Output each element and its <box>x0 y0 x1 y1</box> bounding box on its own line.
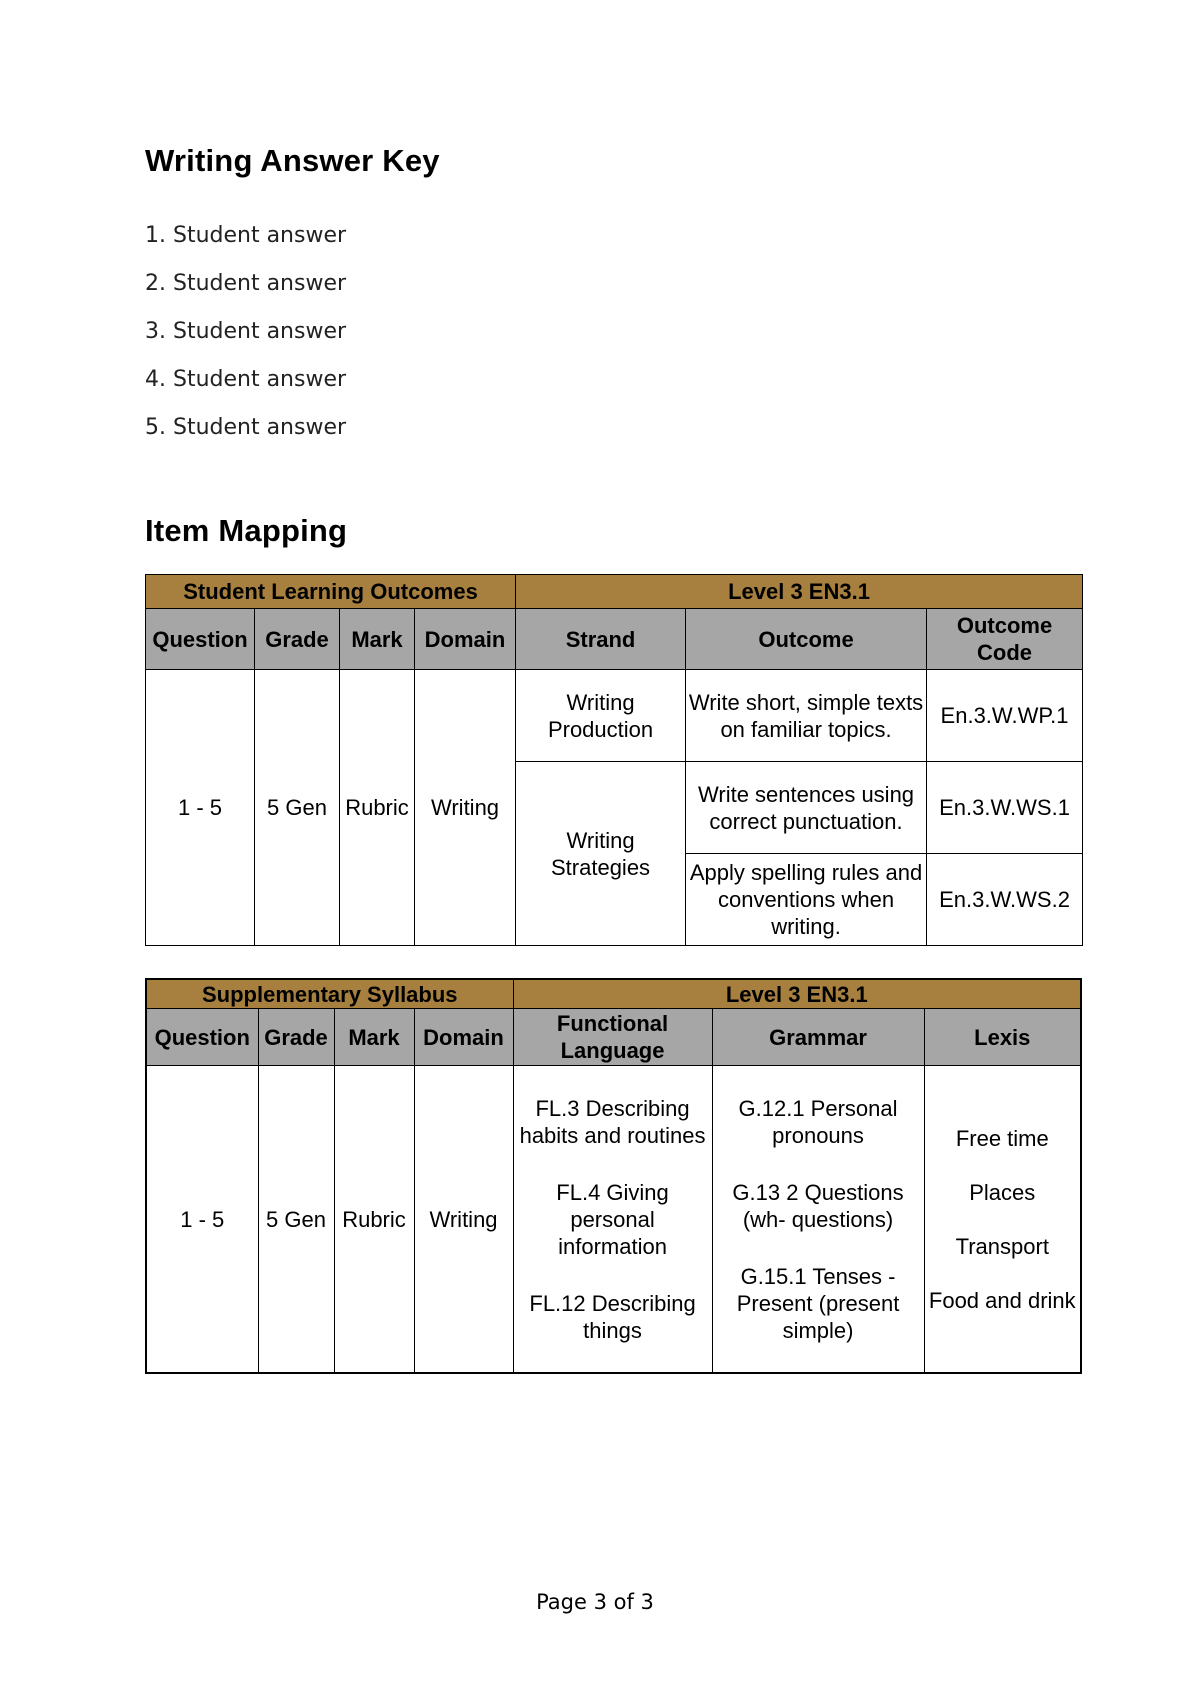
answer-list <box>145 222 346 462</box>
col-header-functional-language: Functional Language <box>513 1009 712 1066</box>
grade-cell: 5 Gen <box>258 1066 334 1374</box>
question-cell: 1 - 5 <box>146 1066 258 1374</box>
lexis-item: Free time <box>955 1125 1049 1151</box>
outcome-code-cell: En.3.W.WS.2 <box>927 854 1083 946</box>
page-number: Page 3 of 3 <box>536 1590 654 1614</box>
grammar-item: G.12.1 Personal pronouns <box>738 1095 898 1148</box>
lexis-item: Places <box>969 1179 1036 1205</box>
item-mapping-title: Item Mapping <box>145 513 348 548</box>
outcome-cell: Apply spelling rules and conventions when writing. <box>686 854 927 946</box>
grade-cell: 5 Gen <box>255 670 340 946</box>
domain-cell: Writing <box>414 1066 513 1374</box>
col-header-lexis: Lexis <box>924 1009 1081 1066</box>
slo-band-level: Level 3 EN3.1 <box>516 575 1083 609</box>
lexis-item: Food and drink <box>928 1287 1076 1313</box>
question-cell: 1 - 5 <box>146 670 255 946</box>
strand-cell: Writing Production <box>516 670 686 762</box>
col-header-mark: Mark <box>334 1009 414 1066</box>
supp-band-title: Supplementary Syllabus <box>146 979 513 1009</box>
outcome-cell: Write short, simple texts on familiar topics. <box>686 670 927 762</box>
answer-item: 5. Student answer <box>145 415 347 440</box>
col-header-question: Question <box>146 609 255 670</box>
lexis-cell <box>924 1066 1081 1374</box>
outcome-cell: Write sentences using correct punctuation. <box>686 762 927 854</box>
col-header-question: Question <box>146 1009 258 1066</box>
grammar-item: G.15.1 Tenses - Present (present simple) <box>736 1263 900 1343</box>
functional-language-item: FL.12 Describing things <box>529 1290 696 1343</box>
answer-key-title: Writing Answer Key <box>145 143 440 178</box>
grammar-cell <box>712 1066 924 1374</box>
supp-band-level: Level 3 EN3.1 <box>513 979 1081 1009</box>
col-header-domain: Domain <box>414 1009 513 1066</box>
answer-item: 4. Student answer <box>145 367 347 392</box>
answer-item: 3. Student answer <box>145 319 347 344</box>
functional-language-item: FL.3 Describing habits and routines <box>519 1095 706 1148</box>
col-header-outcome-code: Outcome Code <box>927 609 1083 670</box>
col-header-outcome: Outcome <box>686 609 927 670</box>
strand-cell: Writing Strategies <box>516 762 686 946</box>
supplementary-table <box>145 978 1082 1374</box>
slo-table <box>145 574 1083 946</box>
col-header-grammar: Grammar <box>712 1009 924 1066</box>
col-header-grade: Grade <box>255 609 340 670</box>
col-header-domain: Domain <box>415 609 516 670</box>
mark-cell: Rubric <box>340 670 415 946</box>
grammar-item: G.13 2 Questions (wh- questions) <box>732 1179 904 1232</box>
col-header-grade: Grade <box>258 1009 334 1066</box>
answer-item: 2. Student answer <box>145 271 347 296</box>
slo-band-title: Student Learning Outcomes <box>146 575 516 609</box>
lexis-item: Transport <box>955 1233 1049 1259</box>
mark-cell: Rubric <box>334 1066 414 1374</box>
outcome-code-cell: En.3.W.WP.1 <box>927 670 1083 762</box>
functional-language-item: FL.4 Giving personal information <box>556 1179 669 1259</box>
domain-cell: Writing <box>415 670 516 946</box>
answer-item: 1. Student answer <box>145 223 347 248</box>
functional-language-cell <box>513 1066 712 1374</box>
col-header-mark: Mark <box>340 609 415 670</box>
outcome-code-cell: En.3.W.WS.1 <box>927 762 1083 854</box>
col-header-strand: Strand <box>516 609 686 670</box>
